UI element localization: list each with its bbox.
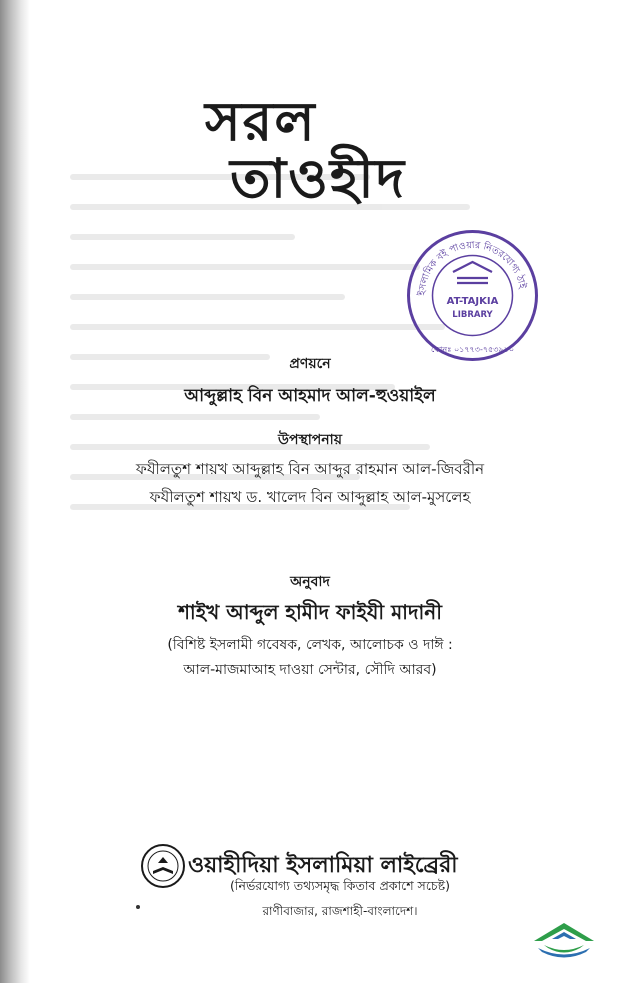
author-label: প্রণয়নে <box>289 356 331 372</box>
publisher-tagline: (নির্ভরযোগ্য তথ্যসমৃদ্ধ কিতাব প্রকাশে সচেষ্ট) <box>230 878 450 893</box>
book-title-line-2: তাওহীদ <box>230 147 407 210</box>
stray-dot <box>136 905 140 909</box>
translator-name: শাইখ আব্দুল হামীদ ফাইযী মাদানী <box>178 600 442 624</box>
book-title <box>185 90 445 220</box>
publisher-name: ওয়াহীদিয়া ইসলামিয়া লাইব্রেরী <box>188 853 458 878</box>
presenter-name-1: ফযীলতুশ শায়খ আব্দুল্লাহ বিন আব্দুর রাহমান আল-জিবরীন <box>135 460 485 478</box>
stamp-arc-text: ইসলামিক বই পাওয়ার নিতরযোগ্য ঠাই <box>416 239 528 296</box>
stamp-sub: LIBRARY <box>452 310 493 320</box>
watermark-logo-icon <box>530 915 598 965</box>
author-name: আব্দুল্লাহ বিন আহমাদ আল-হুওয়াইল <box>184 386 436 406</box>
book-title-line-1: সরল <box>205 90 317 153</box>
stamp-name: AT-TAJKIA <box>446 296 499 307</box>
translator-description-1: (বিশিষ্ট ইসলামী গবেষক, লেখক, আলোচক ও দাঈ : <box>167 637 453 653</box>
translator-description-2: আল-মাজমাআহ দাওয়া সেন্টার, সৌদি আরব) <box>183 662 437 678</box>
book-binding-shadow <box>0 0 30 983</box>
library-stamp-icon <box>405 228 540 363</box>
presenter-label: উপস্থাপনায় <box>278 432 342 448</box>
translation-label: অনুবাদ <box>290 574 330 590</box>
presenter-name-2: ফযীলতুশ শায়খ ড. খালেদ বিন আব্দুল্লাহ আল-মুসলেহ <box>149 488 471 506</box>
stamp-phone: ফোনঃ ০১৭৭৩-৭৫৩৯১০ <box>430 345 515 354</box>
publisher-address: রাণীবাজার, রাজশাহী-বাংলাদেশ। <box>262 904 418 918</box>
